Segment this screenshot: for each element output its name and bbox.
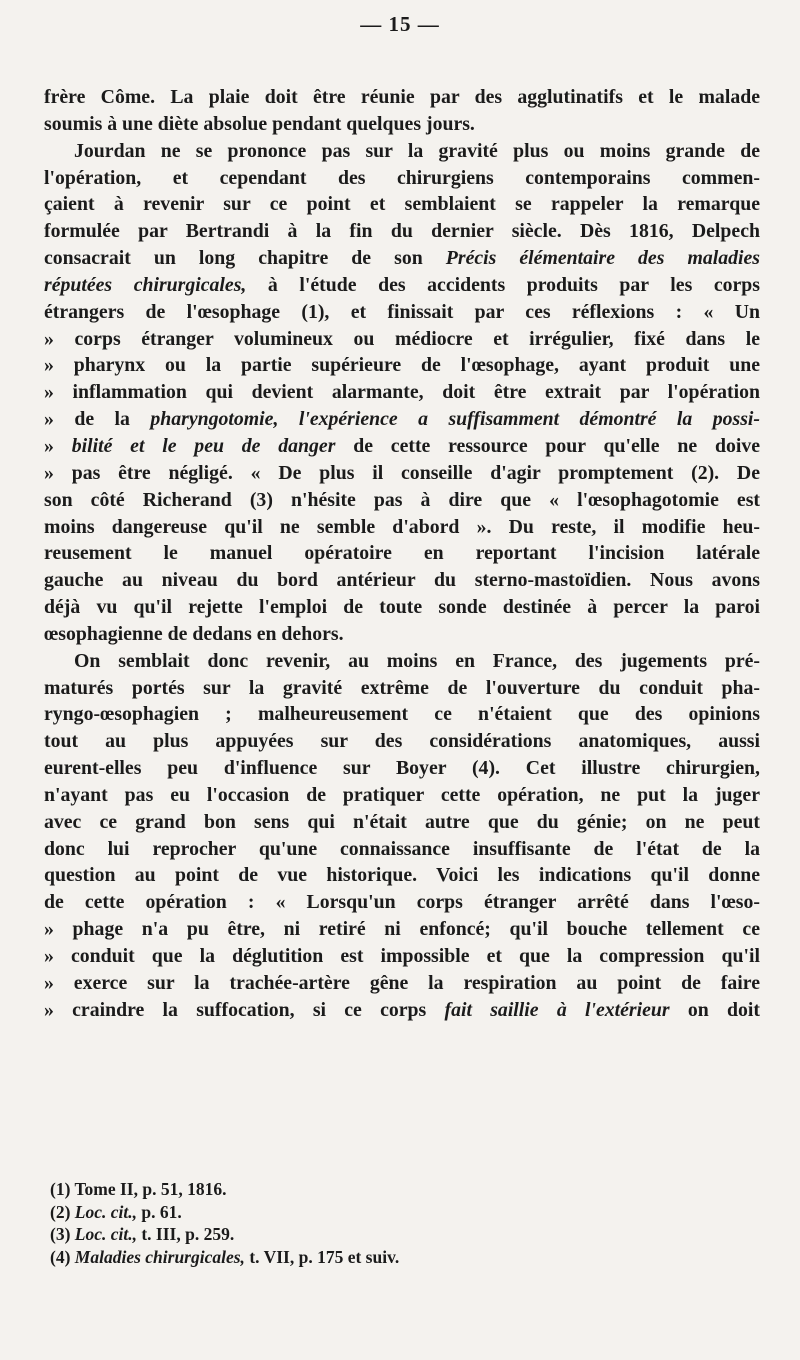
line-text: moins dangereuse qu'il ne semble d'abord ». Du reste, il modifie heu- — [44, 515, 760, 538]
line-text: étrangers de l'œsophage (1), et finissait par ces réflexions : « Un — [44, 300, 760, 323]
text-line — [44, 272, 760, 299]
text-line — [44, 728, 760, 755]
line-text: avec ce grand bon sens qui n'était autre que du génie; on ne peut — [44, 810, 760, 833]
line-text: » craindre la suffocation, si ce corps — [44, 998, 445, 1021]
footnote-text: t. VII, p. 175 et suiv. — [244, 1246, 400, 1267]
line-text: » inflammation qui devient alarmante, doit être extrait par l'opération — [44, 381, 760, 404]
text-line — [44, 809, 760, 836]
line-text: à l'étude des accidents produits par les corps — [246, 273, 760, 296]
line-text: on doit — [669, 998, 760, 1021]
italic-text: Loc. cit., — [74, 1201, 137, 1222]
footnote — [50, 1246, 760, 1269]
line-text: ryngo-œsophagien ; malheureusement ce n'étaient que des opinions — [44, 703, 760, 726]
text-line — [44, 782, 760, 809]
line-text: reusement le manuel opératoire en reportant l'incision latérale — [44, 542, 760, 565]
line-text: consacrait un long chapitre de son — [44, 247, 446, 270]
line-text: tout au plus appuyées sur des considérations anatomiques, aussi — [44, 730, 760, 753]
italic-text: réputées chirurgicales, — [44, 273, 247, 296]
text-line — [44, 621, 760, 648]
text-line — [44, 352, 760, 379]
line-text: » — [44, 434, 72, 457]
text-line — [44, 862, 760, 889]
footnote — [50, 1223, 760, 1246]
text-line — [44, 111, 760, 138]
line-text: » pharynx ou la partie supérieure de l'œsophage, ayant produit une — [44, 354, 760, 377]
footnote-text: (3) — [50, 1224, 75, 1244]
footnote — [50, 1178, 760, 1201]
line-text: formulée par Bertrandi à la fin du dernier siècle. Dès 1816, Delpech — [44, 220, 760, 243]
footnote-text: (2) — [50, 1201, 75, 1222]
text-line — [44, 191, 760, 218]
line-text: n'ayant pas eu l'occasion de pratiquer cette opération, ne put la juger — [44, 783, 760, 806]
line-text: son côté Richerand (3) n'hésite pas à dire que « l'œsophagotomie est — [44, 488, 760, 511]
text-line — [44, 379, 760, 406]
text-line — [44, 594, 760, 621]
footnotes — [50, 1178, 760, 1268]
line-text: de cette ressource pour qu'elle ne doive — [335, 434, 760, 457]
text-line — [44, 970, 760, 997]
page-number: — 15 — — [360, 12, 440, 36]
text-line — [44, 433, 760, 460]
footnote — [50, 1201, 760, 1224]
text-line — [44, 245, 760, 272]
line-text: de cette opération : « Lorsqu'un corps étranger arrêté dans l'œso- — [44, 891, 760, 914]
line-text: » pas être négligé. « De plus il conseille d'agir promptement (2). De — [44, 461, 760, 484]
line-text: l'opération, et cependant des chirurgiens contemporains commen- — [44, 166, 760, 189]
line-text: On semblait donc revenir, au moins en France, des jugements pré- — [74, 649, 760, 672]
line-text: » corps étranger volumineux ou médiocre et irrégulier, fixé dans le — [44, 327, 760, 350]
italic-text: Précis élémentaire des maladies — [445, 247, 760, 270]
text-line — [44, 916, 760, 943]
text-line — [44, 836, 760, 863]
line-text: » exerce sur la trachée-artère gêne la respiration au point de faire — [44, 971, 760, 994]
line-text: question au point de vue historique. Voici les indications qu'il donne — [44, 864, 760, 887]
line-text: donc lui reprocher qu'une connaissance insuffisante de l'état de la — [44, 837, 760, 860]
italic-text: fait saillie à l'extérieur — [444, 998, 670, 1021]
text-line — [44, 299, 760, 326]
line-text: œsophagienne de dedans en dehors. — [44, 622, 344, 645]
text-line — [44, 648, 760, 675]
line-text: çaient à revenir sur ce point et semblaient se rappeler la remarque — [44, 193, 760, 216]
text-line — [44, 997, 760, 1024]
text-line — [44, 218, 760, 245]
text-line — [44, 943, 760, 970]
line-text: frère Côme. La plaie doit être réunie par des agglutinatifs et le malade — [44, 86, 760, 108]
line-text: Jourdan ne se prononce pas sur la gravité plus ou moins grande de — [74, 139, 760, 162]
text-line — [44, 567, 760, 594]
text-line — [44, 540, 760, 567]
line-text: déjà vu qu'il rejette l'emploi de toute sonde destinée à percer la paroi — [44, 596, 760, 619]
italic-text: bilité et le peu de danger — [71, 434, 336, 457]
line-text: eurent-elles peu d'influence sur Boyer (4). Cet illustre chirurgien, — [44, 757, 760, 780]
text-line — [44, 84, 760, 111]
text-line — [44, 460, 760, 487]
text-line — [44, 675, 760, 702]
text-line — [44, 514, 760, 541]
line-text: soumis à une diète absolue pendant quelques jours. — [44, 112, 475, 135]
text-line — [44, 755, 760, 782]
italic-text: Maladies chirurgicales, — [74, 1246, 245, 1267]
footnote-text: (1) Tome II, p. 51, 1816. — [50, 1179, 227, 1199]
footnote-text: (4) — [50, 1246, 75, 1267]
line-text: gauche au niveau du bord antérieur du sterno-mastoïdien. Nous avons — [44, 569, 760, 592]
text-line — [44, 701, 760, 728]
text-line — [44, 165, 760, 192]
text-line — [44, 326, 760, 353]
footnote-text: p. 61. — [136, 1201, 182, 1222]
text-line — [44, 138, 760, 165]
text-line — [44, 406, 760, 433]
italic-text: Loc. cit., — [74, 1224, 137, 1244]
text-line — [44, 889, 760, 916]
footnote-text: t. III, p. 259. — [136, 1224, 235, 1244]
body-text — [44, 84, 760, 1024]
text-line — [44, 487, 760, 514]
line-text: » phage n'a pu être, ni retiré ni enfoncé; qu'il bouche tellement ce — [44, 918, 760, 941]
line-text: maturés portés sur la gravité extrême de l'ouverture du conduit pha- — [44, 676, 760, 699]
line-text: » conduit que la déglutition est impossible et que la compression qu'il — [44, 945, 760, 967]
italic-text: pharyngotomie, l'expérience a suffisamment démontré la possi- — [150, 408, 760, 431]
line-text: » de la — [44, 408, 151, 431]
